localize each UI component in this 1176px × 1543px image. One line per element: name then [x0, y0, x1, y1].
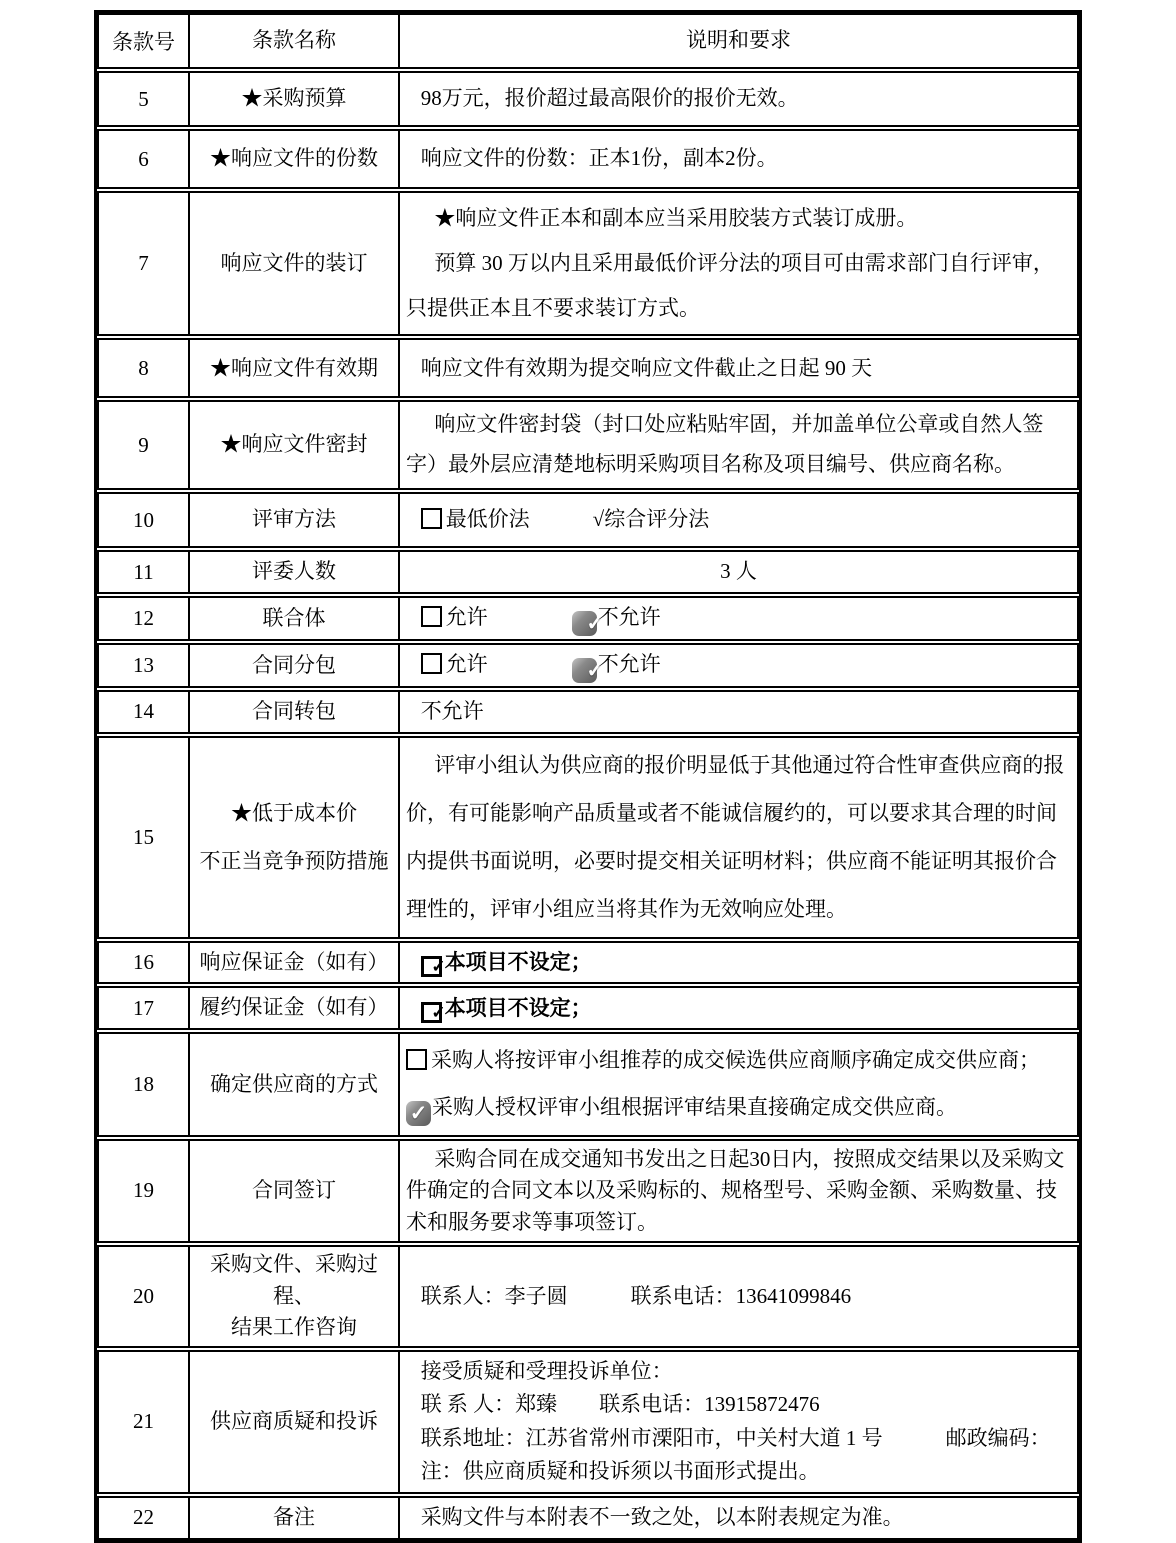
clause-number: 8: [99, 340, 190, 396]
clause-name-line: 结果工作咨询: [231, 1315, 357, 1340]
clause-description: [400, 988, 1077, 1028]
clause-name-line: ★响应文件有效期: [210, 355, 378, 380]
clause-name: [190, 340, 400, 396]
clause-number: 21: [99, 1352, 190, 1492]
clause-name: [190, 73, 400, 125]
clause-name: [190, 943, 400, 983]
clause-number: 5: [99, 73, 190, 125]
clause-number: 9: [99, 402, 190, 488]
text-segment: 预算 30 万以内且采用最低价评分法的项目可由需求部门自行评审，只提供正本且不要求装订方式。: [406, 251, 1054, 321]
clause-number: 17: [99, 988, 190, 1028]
clause-name: [190, 988, 400, 1028]
clause-description: [400, 131, 1077, 187]
description-paragraph: [406, 82, 1071, 116]
clause-description: [400, 1034, 1077, 1135]
description-paragraph: [406, 1501, 1071, 1535]
clause-description: [400, 1498, 1077, 1538]
clause-name-line: 不正当竞争预防措施: [199, 849, 389, 874]
clause-number: 18: [99, 1034, 190, 1135]
text-segment: 联 系 人：郑臻 联系电话：13915872476: [420, 1392, 820, 1417]
check-gray-icon: ✓: [572, 658, 597, 683]
table-row-7: [97, 191, 1079, 336]
table-row-19: [97, 1139, 1079, 1244]
clause-number: 13: [99, 645, 190, 686]
clause-name: [190, 1498, 400, 1538]
clause-description: [400, 598, 1077, 639]
clause-name: [190, 692, 400, 732]
column-header: 条款名称: [190, 15, 400, 67]
check-boxed-icon: ✓: [421, 956, 442, 977]
description-paragraph: [406, 695, 1071, 729]
description-paragraph: [406, 992, 1071, 1026]
text-segment: 采购文件与本附表不一致之处，以本附表规定为准。: [420, 1505, 904, 1530]
clause-number: 11: [99, 552, 190, 592]
description-paragraph: [406, 1084, 1071, 1131]
table-row-16: [97, 941, 1079, 985]
clause-name-line: 评审方法: [252, 507, 336, 532]
clause-name-line: 联合体: [262, 605, 326, 630]
description-paragraph: [406, 352, 1071, 386]
column-header: 说明和要求: [686, 28, 791, 53]
text-segment: 3 人: [720, 559, 757, 584]
clause-number: 6: [99, 131, 190, 187]
description-paragraph: [406, 648, 1071, 683]
table-row-17: [97, 986, 1079, 1030]
clause-name-line: 合同转包: [252, 698, 336, 723]
clause-name: [190, 598, 400, 639]
table-row-5: [97, 71, 1079, 127]
clause-name: [190, 193, 400, 334]
text-segment: ★响应文件正本和副本应当采用胶装方式装订成册。: [434, 206, 918, 230]
table-row-8: [97, 338, 1079, 398]
clause-name-line: ★响应文件的份数: [210, 146, 378, 171]
table-row-20: [97, 1245, 1079, 1348]
clause-description: [400, 943, 1077, 983]
clause-name: [190, 1352, 400, 1492]
clause-name-line: 备注: [273, 1505, 315, 1530]
clause-name-line: 合同分包: [252, 652, 336, 677]
text-segment: 最低价法 √综合评分法: [445, 507, 710, 532]
clause-number: 20: [99, 1247, 190, 1346]
clause-name-line: 供应商质疑和投诉: [210, 1408, 378, 1433]
text-segment: 98万元，报价超过最高限价的报价无效。: [420, 86, 799, 111]
checkbox-empty-icon: [421, 508, 442, 529]
table-header-row: [97, 13, 1079, 69]
table-row-14: [97, 690, 1079, 734]
description-paragraph: [406, 142, 1071, 176]
clause-description: [400, 402, 1077, 488]
clause-description: [400, 692, 1077, 732]
text-segment: 不允许: [597, 651, 661, 676]
description-paragraph: [406, 1280, 1071, 1314]
clause-number: 7: [99, 193, 190, 334]
text-segment: 本项目不设定；: [444, 949, 592, 974]
check-gray-icon: ✓: [406, 1101, 431, 1126]
text-segment: 响应文件的份数：正本1份，副本2份。: [420, 146, 778, 171]
clause-description: [400, 1352, 1077, 1492]
clause-description: [400, 193, 1077, 334]
clause-name-line: 履约保证金（如有）: [199, 995, 389, 1020]
check-gray-icon: ✓: [572, 611, 597, 636]
clause-number: 14: [99, 692, 190, 732]
clause-name: [190, 552, 400, 592]
clause-description: [400, 494, 1077, 546]
clauses-table: [94, 10, 1082, 1543]
clause-name-line: 采购文件、采购过程、: [210, 1252, 378, 1308]
description-paragraph: [406, 503, 1071, 537]
text-segment: 评审小组认为供应商的报价明显低于其他通过符合性审查供应商的报价，有可能影响产品质量或者不能诚信履约的，可以要求其合理的时间内提供书面说明，必要时提交相关证明材料；供应商不能证明其报价合理性的，评审小组应当将其作为无效响应处理。: [406, 752, 1065, 922]
clause-name: [190, 645, 400, 686]
text-segment: 采购人将按评审小组推荐的成交候选供应商顺序确定成交供应商；: [431, 1048, 1040, 1073]
clause-name-line: 响应文件的装订: [220, 250, 368, 275]
text-segment: 采购人授权评审小组根据评审结果直接确定成交供应商。: [432, 1095, 957, 1120]
clause-name-line: 响应保证金（如有）: [199, 949, 389, 974]
clause-description: [400, 340, 1077, 396]
description-paragraph: [406, 1037, 1071, 1084]
clause-name-line: ★低于成本价: [231, 800, 357, 825]
description-paragraph: [406, 555, 1071, 589]
clause-description: [400, 1247, 1077, 1346]
clause-number: 19: [99, 1141, 190, 1242]
checkbox-empty-icon: [421, 653, 442, 674]
text-segment: 联系人：李子圆 联系电话：13641099846: [420, 1283, 852, 1308]
text-segment: 本项目不设定；: [444, 995, 592, 1020]
text-segment: 注：供应商质疑和投诉须以书面形式提出。: [420, 1459, 820, 1484]
clause-name: [190, 1247, 400, 1346]
table-row-6: [97, 129, 1079, 189]
text-segment: 不允许: [597, 604, 661, 629]
clause-number: 16: [99, 943, 190, 983]
checkbox-empty-icon: [421, 606, 442, 627]
clause-description: [400, 645, 1077, 686]
clause-description: [400, 552, 1077, 592]
clause-name: [190, 494, 400, 546]
clause-name-line: 确定供应商的方式: [210, 1071, 378, 1096]
description-paragraph: [406, 1455, 1071, 1489]
description-paragraph: [406, 741, 1071, 934]
table-row-15: [97, 736, 1079, 939]
text-segment: 允许: [445, 651, 572, 676]
table-row-11: [97, 550, 1079, 594]
description-paragraph: [406, 1355, 1071, 1389]
description-paragraph: [406, 601, 1071, 636]
table-row-9: [97, 400, 1079, 490]
clause-name: [190, 738, 400, 937]
clause-name: [190, 1141, 400, 1242]
description-paragraph: [406, 241, 1071, 331]
text-segment: 联系地址：江苏省常州市溧阳市，中关村大道 1 号 邮政编码：: [420, 1425, 1051, 1450]
clause-name-line: ★采购预算: [241, 86, 347, 111]
table-row-13: [97, 643, 1079, 688]
text-segment: 不允许: [420, 698, 484, 723]
clause-number: 15: [99, 738, 190, 937]
description-paragraph: [406, 1422, 1071, 1456]
table-row-10: [97, 492, 1079, 548]
table-row-18: [97, 1032, 1079, 1137]
description-paragraph: [406, 1388, 1071, 1422]
clause-number: 10: [99, 494, 190, 546]
check-boxed-icon: ✓: [421, 1002, 442, 1023]
description-paragraph: [406, 1144, 1071, 1239]
table-row-22: [97, 1496, 1079, 1540]
clause-name: [190, 1034, 400, 1135]
description-paragraph: [406, 196, 1071, 241]
text-segment: 接受质疑和受理投诉单位：: [420, 1358, 673, 1383]
clause-name: [190, 131, 400, 187]
clause-name-line: 合同签订: [252, 1178, 336, 1203]
clause-description: [400, 73, 1077, 125]
clause-name-line: 评委人数: [252, 559, 336, 584]
column-header: 条款号: [99, 15, 190, 67]
clause-number: 22: [99, 1498, 190, 1538]
clause-name-line: ★响应文件密封: [220, 432, 368, 457]
clause-number: 12: [99, 598, 190, 639]
text-segment: 采购合同在成交通知书发出之日起30日内，按照成交结果以及采购文件确定的合同文本以及采购标的、规格型号、采购金额、采购数量、技术和服务要求等事项签订。: [406, 1146, 1065, 1234]
table-row-21: [97, 1350, 1079, 1494]
clause-description: [400, 738, 1077, 937]
description-paragraph: [406, 946, 1071, 980]
text-segment: 响应文件有效期为提交响应文件截止之日起 90 天: [420, 355, 873, 380]
text-segment: 允许: [445, 604, 572, 629]
checkbox-empty-icon: [406, 1049, 427, 1070]
text-segment: 响应文件密封袋（封口处应粘贴牢固，并加盖单位公章或自然人签字）最外层应清楚地标明采购项目名称及项目编号、供应商名称。: [406, 412, 1044, 477]
table-row-12: [97, 596, 1079, 641]
clause-description: [400, 1141, 1077, 1242]
description-paragraph: [406, 405, 1071, 485]
clause-name: [190, 402, 400, 488]
